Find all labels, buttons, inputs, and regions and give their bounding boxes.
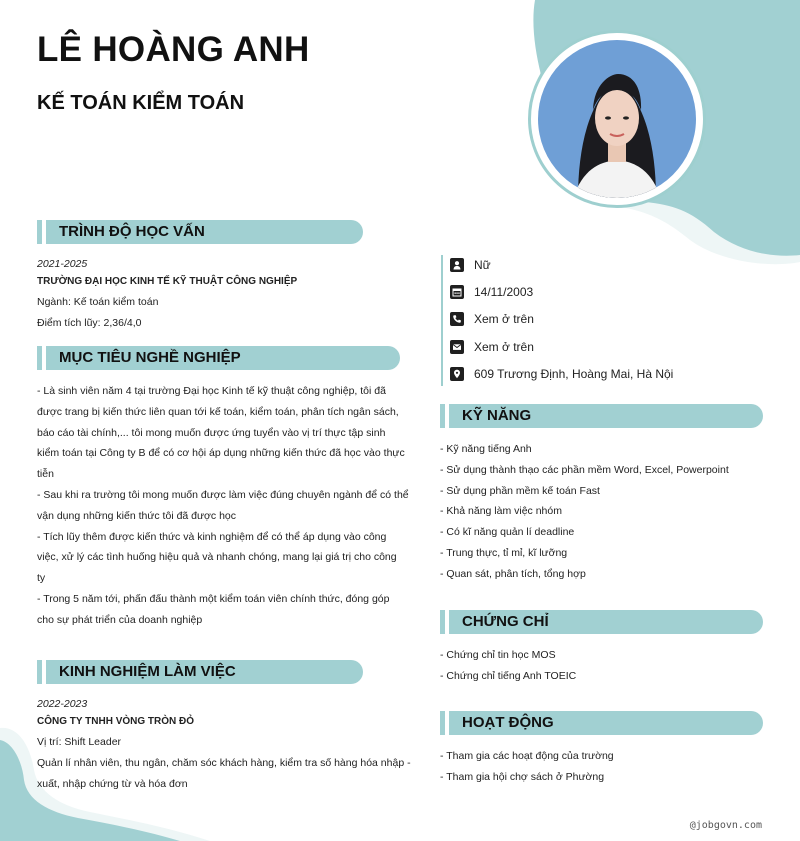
objective-line: ty — [37, 572, 46, 585]
info-address — [450, 365, 673, 383]
calendar-icon — [450, 285, 464, 299]
section-title: CHỨNG CHỈ — [462, 613, 549, 630]
list-item: - Chứng chỉ tin học MOS — [440, 649, 556, 661]
section-title: TRÌNH ĐỘ HỌC VẤN — [59, 223, 205, 240]
skills-list — [440, 439, 729, 585]
objective-line: - Là sinh viên năm 4 tại trường Đại học Kinh tế kỹ thuật công nghiệp, tôi đã — [37, 385, 386, 397]
section-header-objective — [37, 346, 400, 370]
objective-line: việc, xử lý các tình huống hiệu quả và nhanh chóng, mang lại giá trị cho công — [37, 551, 397, 564]
info-divider — [441, 255, 443, 386]
info-birthday — [450, 283, 533, 301]
mail-icon — [450, 340, 464, 354]
section-header-activities — [440, 711, 763, 735]
objective-line: - Trong 5 năm tới, phấn đấu thành một kiểm toán viên chính thức, đóng góp — [37, 592, 390, 605]
objective-line: báo cáo tài chính,... tôi mong muốn được ứng tuyển vào vị trí thực tập sinh — [37, 426, 386, 439]
experience-description — [37, 753, 417, 795]
list-item: - Quan sát, phân tích, tổng hợp — [440, 567, 586, 580]
education-gpa: Điểm tích lũy: 2,36/4,0 — [37, 317, 142, 329]
experience-line: Quản lí nhân viên, thu ngân, chăm sóc khách hàng, kiểm tra số hàng hóa nhập - — [37, 757, 411, 769]
education-major: Ngành: Kế toán kiểm toán — [37, 296, 159, 308]
job-title: KẾ TOÁN KIỂM TOÁN — [37, 92, 245, 114]
info-gender — [450, 256, 491, 274]
experience-period: 2022-2023 — [37, 698, 88, 710]
avatar — [538, 40, 696, 198]
info-text: Nữ — [474, 258, 491, 272]
info-text: 609 Trương Định, Hoàng Mai, Hà Nội — [474, 367, 674, 381]
list-item: - Chứng chỉ tiếng Anh TOEIC — [440, 669, 577, 682]
section-title: KINH NGHIỆM LÀM VIỆC — [59, 663, 236, 680]
certificates-list — [440, 645, 576, 687]
info-text: 14/11/2003 — [474, 285, 534, 299]
objective-line: tiễn — [37, 468, 54, 481]
objective-text — [37, 381, 417, 631]
info-email — [450, 338, 534, 356]
objective-line: - Tích lũy thêm được kiến thức và kinh nghiệm để có thể áp dụng vào công — [37, 530, 387, 543]
education-period: 2021-2025 — [37, 258, 88, 270]
phone-icon — [450, 312, 464, 326]
section-title: HOẠT ĐỘNG — [462, 714, 554, 731]
location-icon — [450, 367, 464, 381]
section-header-education — [37, 220, 363, 244]
objective-line: được trang bị kiến thức liên quan tới kế toán, kiểm toán, phân tích ngân sách, — [37, 405, 399, 418]
list-item: - Tham gia các hoạt động của trường — [440, 750, 614, 762]
list-item: - Sử dụng thành thạo các phần mềm Word, Excel, Powerpoint — [440, 463, 729, 476]
section-header-certificates — [440, 610, 763, 634]
objective-line: - Sau khi ra trường tôi mong muốn được làm việc đúng chuyên ngành để có thể — [37, 488, 409, 501]
experience-line: xuất, nhập chứng từ và hóa đơn — [37, 777, 188, 790]
list-item: - Khả năng làm việc nhóm — [440, 505, 562, 518]
list-item: - Trung thực, tỉ mỉ, kĩ lưỡng — [440, 546, 568, 559]
section-title: MỤC TIÊU NGHỀ NGHIỆP — [59, 349, 241, 366]
info-phone — [450, 310, 534, 328]
list-item: - Kỹ năng tiếng Anh — [440, 443, 532, 455]
list-item: - Tham gia hội chợ sách ở Phường — [440, 770, 605, 783]
objective-line: cho sự phát triển của doanh nghiệp — [37, 613, 203, 626]
section-title: KỸ NĂNG — [462, 407, 532, 424]
objective-line: vận dụng những kiến thức tôi đã được học — [37, 509, 237, 522]
education-school: TRƯỜNG ĐẠI HỌC KINH TẾ KỸ THUẬT CÔNG NGHIỆP — [37, 276, 298, 287]
info-text: Xem ở trên — [474, 340, 534, 354]
section-header-experience — [37, 660, 363, 684]
section-header-skills — [440, 404, 763, 428]
person-icon — [450, 258, 464, 272]
experience-company: CÔNG TY TNHH VÒNG TRÒN ĐỎ — [37, 716, 195, 727]
activities-list — [440, 746, 614, 788]
info-text: Xem ở trên — [474, 312, 534, 326]
objective-line: kiểm toán tại Công ty B để có cơ hội áp dụng những kiến thức đã học vào thực — [37, 447, 405, 460]
list-item: - Sử dụng phần mềm kế toán Fast — [440, 484, 600, 497]
list-item: - Có kĩ năng quản lí deadline — [440, 526, 575, 539]
experience-position: Vị trí: Shift Leader — [37, 736, 122, 748]
candidate-name: LÊ HOÀNG ANH — [37, 30, 310, 69]
portrait-illustration — [538, 40, 696, 198]
watermark-text: @jobgovn.com — [689, 820, 762, 831]
